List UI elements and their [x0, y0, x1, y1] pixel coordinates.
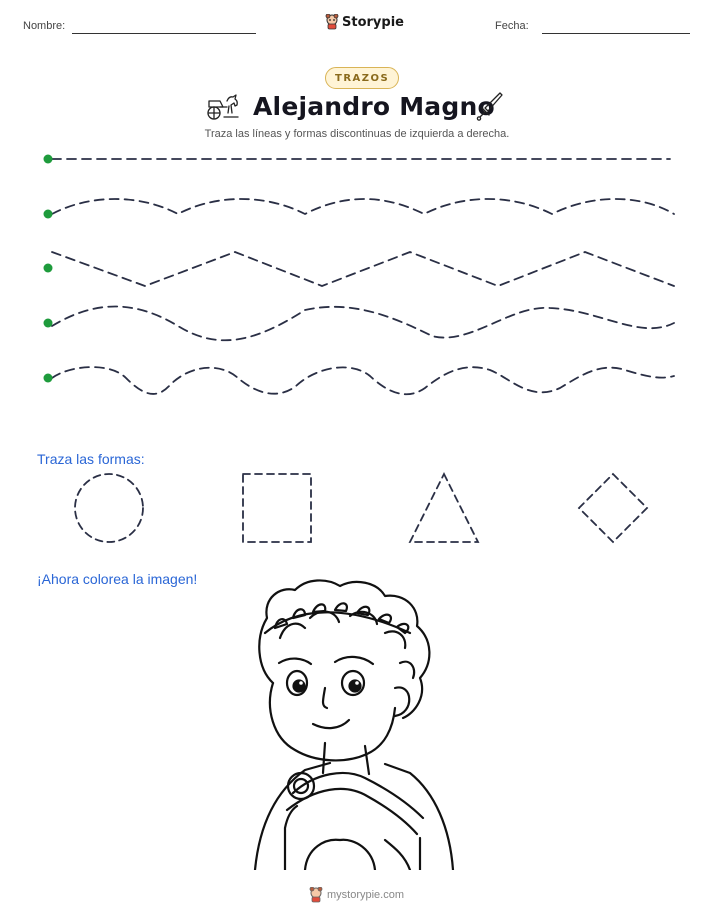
shapes-section-label: Traza las formas: [37, 451, 145, 467]
trace-line-gentle-wave[interactable] [52, 199, 674, 214]
sword-icon [476, 91, 504, 127]
name-label: Nombre: [23, 20, 66, 32]
trace-line-zigzag[interactable] [52, 252, 674, 286]
trace-shape-circle[interactable] [75, 474, 143, 542]
start-dot [44, 319, 53, 328]
storypie-logo-icon [309, 887, 323, 903]
start-dot [44, 374, 53, 383]
trace-shape-square[interactable] [243, 474, 311, 542]
brand-logo [325, 14, 404, 30]
page-title: Alejandro Magno [253, 92, 495, 121]
instructions: Traza las líneas y formas discontinuas de izquierda a derecha. [204, 128, 510, 140]
trace-shapes-area [0, 468, 714, 548]
chariot-icon [205, 93, 241, 125]
date-label: Fecha: [495, 20, 529, 32]
trace-line-bumpy-wave[interactable] [52, 367, 674, 394]
footer [309, 887, 404, 903]
trace-lines-area [0, 140, 714, 400]
start-dot [44, 264, 53, 273]
name-field-line[interactable] [72, 33, 256, 34]
start-dot [44, 210, 53, 219]
trace-shape-triangle[interactable] [410, 474, 478, 542]
start-dot [44, 155, 53, 164]
storypie-logo-icon [325, 14, 339, 30]
date-field-line[interactable] [542, 33, 690, 34]
trace-shape-diamond[interactable] [579, 474, 647, 542]
coloring-section-label: ¡Ahora colorea la imagen! [37, 571, 198, 587]
brand-name: Storypie [342, 14, 404, 30]
category-badge: TRAZOS [325, 67, 399, 89]
trace-line-wave[interactable] [52, 307, 674, 341]
coloring-illustration[interactable] [235, 578, 475, 870]
footer-site[interactable]: mystorypie.com [327, 889, 405, 901]
